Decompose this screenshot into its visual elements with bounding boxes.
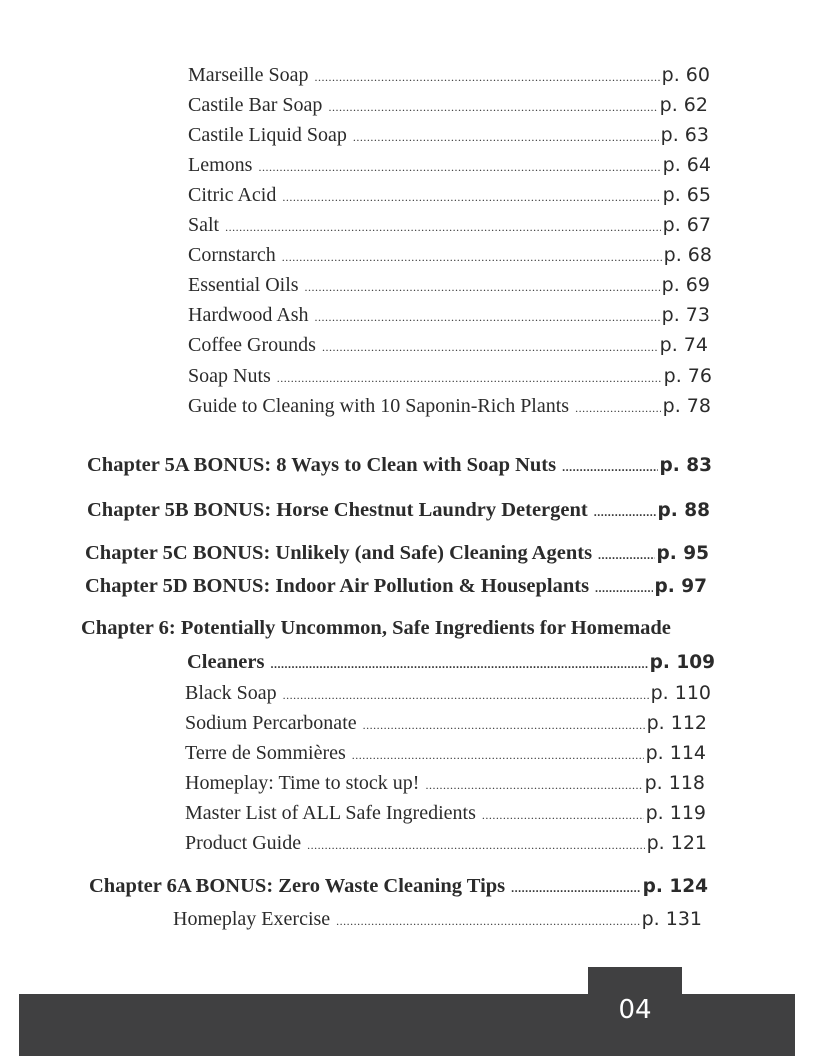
toc-entry — [188, 245, 712, 265]
toc-entry-title: Sodium Percarbonate — [185, 712, 357, 734]
toc-entry-title: Coffee Grounds — [188, 334, 316, 356]
toc-entry — [173, 909, 702, 929]
toc-entry — [188, 396, 711, 416]
toc-entry-page: p. 131 — [641, 908, 702, 930]
toc-chapter-page: p. 95 — [656, 543, 709, 564]
toc-chapter-title: Chapter 5B BONUS: Horse Chestnut Laundry Detergent — [87, 499, 588, 521]
leader-dots — [305, 281, 660, 293]
toc-entry-title: Guide to Cleaning with 10 Saponin-Rich Plants — [188, 395, 570, 417]
toc-entry-page: p. 60 — [661, 64, 710, 86]
toc-entry-title: Citric Acid — [188, 184, 277, 206]
toc-entry-title: Product Guide — [185, 832, 302, 854]
leader-dots — [258, 161, 660, 173]
leader-dots — [352, 749, 644, 761]
toc-chapter-page: p. 109 — [649, 652, 715, 673]
toc-entry-page: p. 73 — [661, 304, 710, 326]
toc-chapter-title: Chapter 5D BONUS: Indoor Air Pollution & Houseplants — [85, 575, 590, 597]
toc-chapter-title: Chapter 5A BONUS: 8 Ways to Clean with Soap Nuts — [87, 454, 557, 476]
toc-entry-title: Salt — [188, 214, 220, 236]
toc-entry-page: p. 63 — [660, 124, 709, 146]
toc-entry-page: p. 119 — [645, 802, 706, 824]
toc-entry-title: Soap Nuts — [188, 365, 271, 387]
toc-entry — [188, 155, 711, 175]
toc-chapter-page: p. 83 — [659, 455, 712, 476]
leader-dots — [594, 506, 656, 518]
leader-dots — [562, 461, 657, 473]
toc-entry-page: p. 112 — [646, 712, 707, 734]
leader-dots — [315, 71, 660, 83]
toc-entry — [185, 713, 707, 733]
toc-entry-title: Hardwood Ash — [188, 304, 309, 326]
toc-entry-title: Castile Liquid Soap — [188, 124, 347, 146]
toc-entry-title: Castile Bar Soap — [188, 94, 323, 116]
leader-dots — [282, 191, 660, 203]
toc-chapter-title: Chapter 6A BONUS: Zero Waste Cleaning Tips — [89, 875, 506, 897]
leader-dots — [353, 131, 659, 143]
page-number-tab — [588, 967, 682, 1037]
toc-entry-page: p. 64 — [662, 154, 711, 176]
toc-entry — [188, 335, 708, 355]
toc-entry — [185, 773, 705, 793]
toc-chapter-page: p. 97 — [654, 576, 707, 597]
leader-dots — [595, 582, 652, 594]
toc-entry-page: p. 65 — [662, 184, 711, 206]
toc-chapter-page: p. 88 — [657, 500, 710, 521]
toc-entry-title: Black Soap — [185, 682, 277, 704]
toc-entry — [185, 833, 707, 853]
toc-chapter-entry — [87, 500, 710, 521]
leader-dots — [425, 779, 642, 791]
toc-entry-title: Cornstarch — [188, 244, 276, 266]
toc-entry-page: p. 67 — [662, 214, 711, 236]
toc-entry — [185, 743, 706, 763]
toc-entry-page: p. 110 — [650, 682, 711, 704]
leader-dots — [277, 372, 662, 384]
toc-entry-page: p. 74 — [659, 334, 708, 356]
toc-entry — [188, 65, 710, 85]
leader-dots — [283, 689, 649, 701]
toc-entry-title: Terre de Sommières — [185, 742, 346, 764]
leader-dots — [511, 882, 641, 894]
toc-entry — [188, 305, 710, 325]
page-number: 04 — [618, 995, 652, 1025]
leader-dots — [482, 809, 644, 821]
toc-entry-title: Master List of ALL Safe Ingredients — [185, 802, 476, 824]
toc-chapter-entry — [87, 455, 712, 476]
leader-dots — [328, 101, 657, 113]
leader-dots — [363, 719, 645, 731]
toc-entry-title: Marseille Soap — [188, 64, 309, 86]
toc-chapter-entry — [187, 652, 715, 673]
toc-chapter-entry — [89, 876, 708, 897]
toc-entry-page: p. 76 — [663, 365, 712, 387]
toc-entry-page: p. 118 — [644, 772, 705, 794]
leader-dots — [322, 341, 658, 353]
toc-entry-page: p. 114 — [645, 742, 706, 764]
toc-entry-page: p. 78 — [662, 395, 711, 417]
toc-entry — [188, 95, 708, 115]
leader-dots — [307, 839, 645, 851]
toc-entry-page: p. 121 — [646, 832, 707, 854]
toc-entry — [188, 125, 709, 145]
toc-chapter-title: Chapter 5C BONUS: Unlikely (and Safe) Cleaning Agents — [85, 542, 593, 564]
toc-chapter-entry — [85, 576, 707, 597]
toc-entry — [185, 803, 706, 823]
toc-entry-page: p. 69 — [661, 274, 710, 296]
toc-chapter-heading: Chapter 6: Potentially Uncommon, Safe Ingredients for Homemade — [81, 617, 671, 639]
toc-entry-title: Homeplay: Time to stock up! — [185, 772, 420, 794]
leader-dots — [336, 915, 639, 927]
toc-entry-title: Essential Oils — [188, 274, 299, 296]
toc-entry-page: p. 62 — [659, 94, 708, 116]
toc-entry — [188, 185, 711, 205]
toc-chapter-page: p. 124 — [642, 876, 708, 897]
toc-entry — [185, 683, 711, 703]
leader-dots — [598, 549, 654, 561]
toc-entry — [188, 275, 710, 295]
toc-entry-title: Homeplay Exercise — [173, 908, 331, 930]
leader-dots — [270, 658, 647, 670]
leader-dots — [282, 251, 662, 263]
toc-entry — [188, 215, 711, 235]
toc-entry-page: p. 68 — [663, 244, 712, 266]
leader-dots — [225, 221, 661, 233]
leader-dots — [315, 311, 660, 323]
toc-chapter-title: Cleaners — [187, 651, 265, 673]
leader-dots — [575, 402, 661, 414]
toc-entry — [188, 366, 712, 386]
toc-chapter-entry — [85, 543, 709, 564]
toc-entry-title: Lemons — [188, 154, 253, 176]
